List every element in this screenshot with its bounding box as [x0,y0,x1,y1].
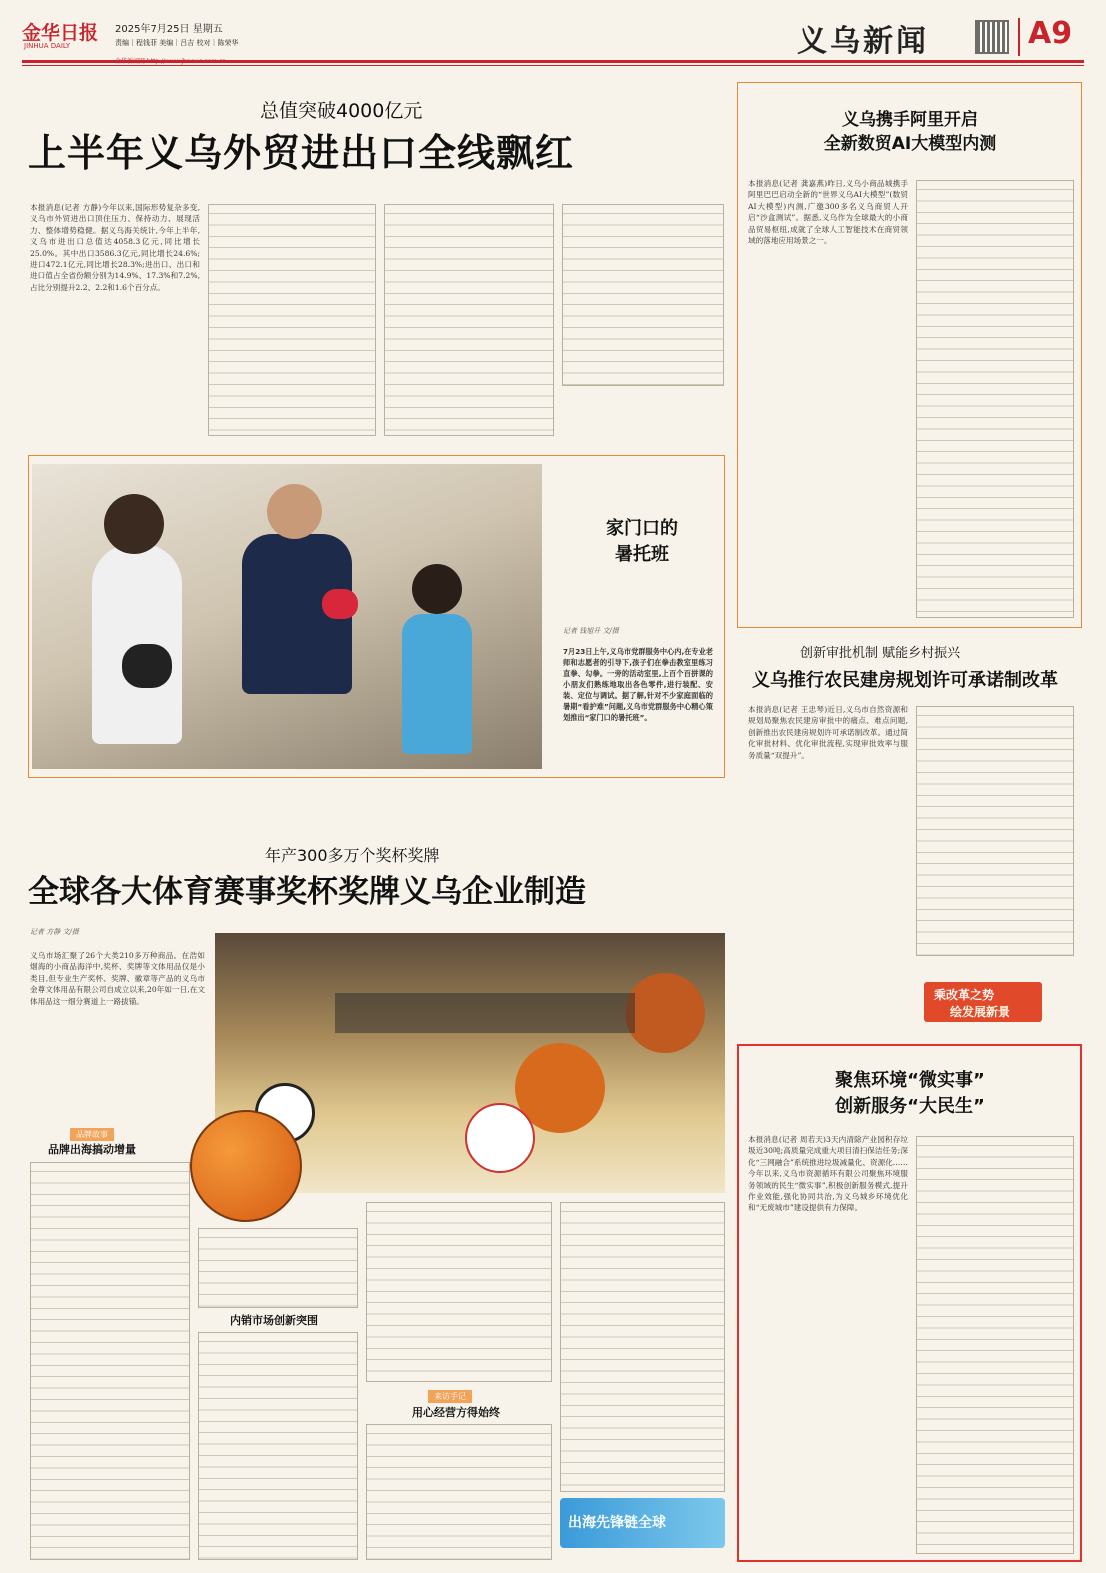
a2-subhead-2: 内销市场创新突围 [230,1314,318,1327]
a2-headline: 全球各大体育赛事奖杯奖牌义乌企业制造 [28,874,586,910]
a2-text-col [198,1228,358,1308]
page-number: A9 [1028,16,1073,51]
banner-text: 出海先锋链全球 [568,1515,666,1531]
logo-english: JINHUA DAILY [24,42,71,50]
badge-line-2: 绘发展新景 [950,1005,1011,1019]
a2-subhead-3: 用心经营方得始终 [412,1406,500,1419]
reform-badge [924,982,1042,1022]
a2-text-col [30,1162,190,1560]
photo-credit: 记者 钱旭升 文/摄 [563,627,619,635]
photo-caption: 7月23日上午,义乌市党群服务中心内,在专业老师和志愿者的引导下,孩子们在拳击教室里练习直拳、勾拳。一旁的活动室里,上百个百拼课的小朋友们熟练地取出各色零件,进行装配、安装、定位与调试。据了解,针对不少家庭面临的暑期“看护难”问题,义乌市党群服务中心精心策划推出“家门口的暑托班”。 [563,647,713,722]
a1-headline: 上半年义乌外贸进出口全线飘红 [28,131,575,175]
r2-headline: 义乌推行农民建房规划许可承诺制改革 [752,670,1058,691]
issue-date: 2025年7月25日 星期五 [115,24,223,35]
editors-line: 责编｜程钱菲 美编｜吕吉 校对｜陈荣华 [115,39,239,47]
r3-body: 本报消息(记者 周若天)3天内清除产业园积存垃圾近30吨;高质量完成重大项目清扫保洁任务;深化“三网融合”系统推进垃圾减量化、资源化……今年以来,义乌市资源循环有限公司聚焦环境服务领域的民生“微实事”,积极创新服务模式,提升作业效能,强化协同共治,为义乌城乡环境优化和“无废城市”建设提供有力保障。 [748,1135,908,1213]
r2-text-col [916,706,1074,956]
section-title: 义乌新闻 [797,24,929,59]
r2-kicker: 创新审批机制 赋能乡村振兴 [800,646,961,661]
a2-credit: 记者 方静 文/摄 [30,928,79,936]
r3-headline: 聚焦环境“微实事” 创新服务“大民生” [835,1070,985,1117]
newspaper-logo: 金华日报 [22,22,99,44]
r1-text-col [916,180,1074,618]
photo-feature-box [28,455,725,778]
a1-text-col [562,204,724,386]
r2-body: 本报消息(记者 王忠琴)近日,义乌市自然资源和规划局聚焦农民建房审批中的痛点、难点问题,创新推出农民建房规划许可承诺制改革。通过简化审批材料、优化审批流程,实现审批效率与服务质量“双提升”。 [748,705,908,760]
a1-kicker: 总值突破4000亿元 [260,100,423,122]
photo-title: 家门口的 暑托班 [606,518,678,565]
a2-banner [560,1498,725,1548]
a2-body: 义乌市场汇聚了26个大类210多万种商品。在浩如烟海的小商品海洋中,奖杯、奖牌等文体用品仅是小类目,但专业生产奖杯、奖牌、徽章等产品的义乌市金尊文体用品有限公司自成立以来,20年如一日,在文体用品这一细分赛道上一路拔锚。 [30,951,205,1006]
a2-sub1-tag: 品牌故事 [70,1128,114,1141]
r3-text-col [916,1136,1074,1554]
a1-body: 本报消息(记者 方静)今年以来,国际形势复杂多变,义乌市外贸进出口顶住压力、保持动力、展现活力、整体增势稳健。据义乌海关统计,今年上半年,义乌市进出口总值达4058.3亿元,同比增长25.0%。其中出口3586.3亿元,同比增长24.6%;进口472.1亿元,同比增长28.3%;进出口、出口和进口值占全省份额分别为14.9%、17.3%和7.2%,占比分别提升2.2、2.2和1.6个百分点。 [30,203,200,292]
a2-sub3-tag: 来访手记 [428,1390,472,1403]
r1-headline: 义乌携手阿里开启 全新数贸AI大模型内测 [823,110,997,154]
a2-text-col [366,1424,552,1560]
a2-text-col [366,1202,552,1382]
a1-text-col [208,204,376,436]
badge-line-1: 乘改革之势 [934,988,995,1002]
qr-code-icon [975,20,1009,54]
boxing-class-photo [32,464,542,769]
a2-text-col [560,1202,725,1492]
masthead [22,14,1084,62]
a2-kicker: 年产300多万个奖杯奖牌 [265,846,440,865]
a2-subhead-1: 品牌出海搞动增量 [48,1143,136,1156]
a1-text-col [384,204,554,436]
basketball-graphic [190,1110,302,1222]
a2-text-col [198,1332,358,1560]
r1-body: 本报消息(记者 龚嘉燕)昨日,义乌小商品城携手阿里巴巴启动全新的“世界义乌AI大模型”(数贸AI大模型)内测,广邀300多名义乌商贸人开启“沙盒测试”。据悉,义乌作为全球最大的小商品贸易枢纽,成就了全球人工智能技术在商贸领域的落地应用场景之一。 [748,179,908,246]
